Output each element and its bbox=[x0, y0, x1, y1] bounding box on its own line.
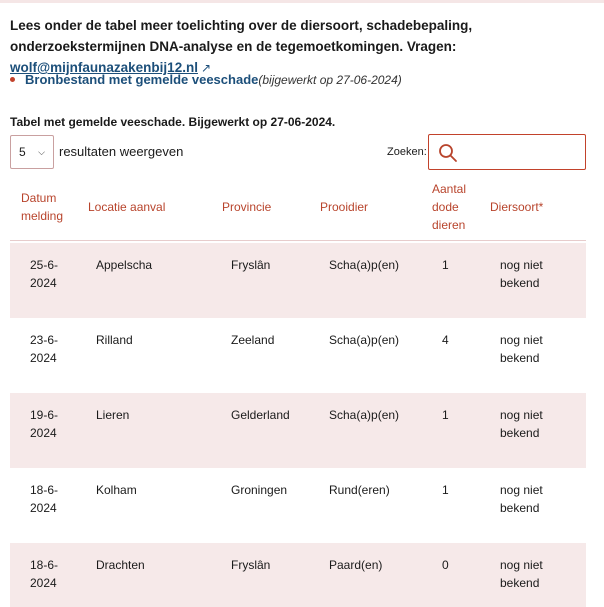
cell-date: 18-6-2024 bbox=[30, 483, 59, 515]
cell-count: 0 bbox=[442, 558, 449, 572]
cell-species: nog niet bekend bbox=[500, 558, 543, 590]
cell-date: 23-6-2024 bbox=[30, 333, 59, 365]
cell-count: 1 bbox=[442, 258, 449, 272]
search-input[interactable] bbox=[428, 134, 586, 170]
column-header-count[interactable]: Aantal dode dieren bbox=[432, 182, 467, 232]
cell-count: 1 bbox=[442, 483, 449, 497]
cell-date: 19-6-2024 bbox=[30, 408, 59, 440]
length-label: resultaten weergeven bbox=[59, 144, 184, 159]
cell-province: Zeeland bbox=[231, 333, 275, 347]
column-header-prey[interactable]: Prooidier bbox=[320, 200, 369, 214]
cell-province: Gelderland bbox=[231, 408, 290, 422]
email-link[interactable]: wolf@mijnfaunazakenbij12.nl bbox=[10, 60, 198, 75]
table-row bbox=[10, 468, 586, 543]
table-row bbox=[10, 543, 586, 607]
column-header-species[interactable]: Diersoort* bbox=[490, 200, 544, 214]
cell-prey: Rund(eren) bbox=[329, 483, 390, 497]
cell-location: Drachten bbox=[96, 558, 145, 572]
table-header bbox=[10, 175, 586, 241]
cell-count: 4 bbox=[442, 333, 449, 347]
search-label: Zoeken: bbox=[387, 146, 427, 158]
column-header-date[interactable]: Datum melding bbox=[21, 191, 64, 223]
external-link-icon[interactable]: ↗ bbox=[200, 61, 212, 75]
cell-location: Lieren bbox=[96, 408, 130, 422]
cell-count: 1 bbox=[442, 408, 449, 422]
cell-species: nog niet bekend bbox=[500, 483, 543, 515]
top-strip bbox=[0, 0, 604, 3]
column-header-location[interactable]: Locatie aanval bbox=[88, 200, 166, 214]
cell-location: Appelscha bbox=[96, 258, 153, 272]
bronbestand-item bbox=[10, 71, 402, 89]
cell-prey: Scha(a)p(en) bbox=[329, 258, 400, 272]
length-value: 5 bbox=[19, 145, 26, 159]
cell-prey: Scha(a)p(en) bbox=[329, 408, 400, 422]
cell-province: Fryslân bbox=[231, 558, 271, 572]
cell-location: Kolham bbox=[96, 483, 137, 497]
cell-province: Fryslân bbox=[231, 258, 271, 272]
table-row bbox=[10, 243, 586, 318]
cell-prey: Scha(a)p(en) bbox=[329, 333, 400, 347]
table-caption: Tabel met gemelde veeschade. Bijgewerkt op 27-06-2024. bbox=[10, 115, 336, 129]
cell-species: nog niet bekend bbox=[500, 258, 543, 290]
intro-paragraph bbox=[10, 15, 594, 79]
length-select[interactable] bbox=[10, 135, 54, 169]
cell-province: Groningen bbox=[231, 483, 288, 497]
cell-species: nog niet bekend bbox=[500, 408, 543, 440]
bronbestand-meta: (bijgewerkt op 27-06-2024) bbox=[258, 73, 402, 87]
cell-species: nog niet bekend bbox=[500, 333, 543, 365]
bronbestand-link[interactable]: Bronbestand met gemelde veeschade bbox=[25, 72, 259, 87]
cell-date: 18-6-2024 bbox=[30, 558, 59, 590]
intro-text: Lees onder de tabel meer toelichting over de diersoort, schadebepaling, onderzoekstermijnen DNA-analyse en de tegemoetkomingen. Vragen: bbox=[10, 18, 473, 54]
cell-location: Rilland bbox=[96, 333, 133, 347]
cell-prey: Paard(en) bbox=[329, 558, 383, 572]
chevron-down-icon: ⌵ bbox=[38, 147, 45, 157]
table-row bbox=[10, 318, 586, 393]
table-row bbox=[10, 393, 586, 468]
cell-date: 25-6-2024 bbox=[30, 258, 59, 290]
column-header-province[interactable]: Provincie bbox=[222, 200, 272, 214]
search-icon bbox=[438, 143, 458, 163]
bullet-icon bbox=[10, 77, 15, 82]
